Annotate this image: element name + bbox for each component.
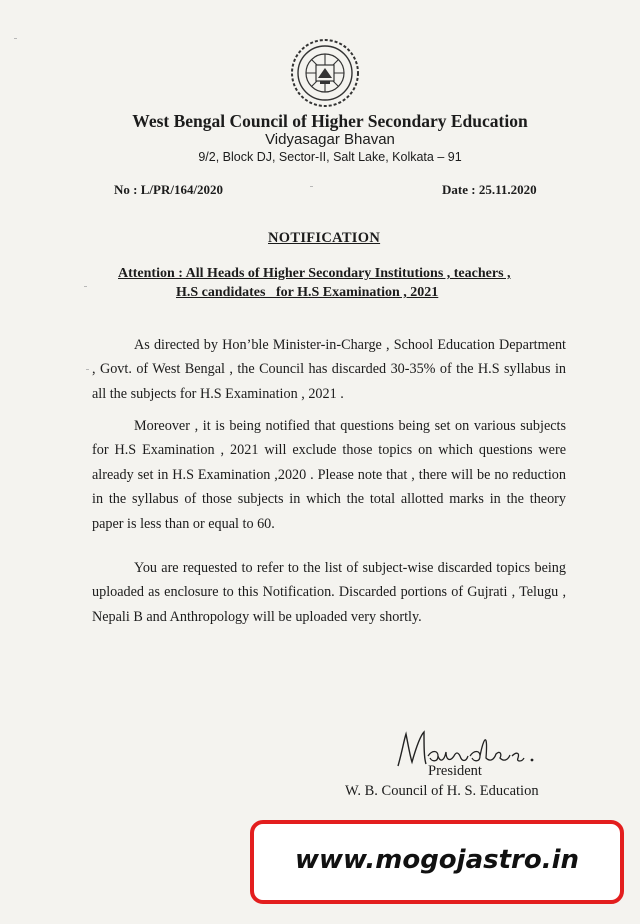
paragraph-2-text: Moreover , it is being notified that questions being set on various subjects for H.S Examination , 2021 will exclude those topics on which questions were already set in H.S Examination ,2020 . Please note that , there will be no reduction in the syllabus of those subjects in which the total allotted marks in the theory paper is less than or equal to 60. (92, 418, 566, 532)
president-designation: President (428, 763, 482, 779)
notification-title: NOTIFICATION (268, 230, 381, 246)
paragraph-2 (92, 414, 566, 536)
council-seal-logo (290, 38, 360, 108)
paragraph-1-text: As directed by Hon’ble Minister-in-Charge , School Education Department , Govt. of West Bengal , the Council has discarded 30-35% of the H.S syllabus in all the subjects for H.S Examination , 2021 . (92, 337, 566, 402)
scan-speck (310, 186, 313, 187)
scan-speck (84, 286, 87, 287)
paragraph-3-text: You are requested to refer to the list of subject-wise discarded topics being uploaded as enclosure to this Notification. Discarded portions of Gujrati , Telugu , Nepali B and Anthropology will be uploaded very shortly. (92, 560, 566, 625)
scan-speck (14, 38, 17, 39)
watermark-text[interactable]: www.mogojastro.in (294, 845, 580, 875)
attention-line-2: H.S candidates for H.S Examination , 2021 (176, 285, 439, 300)
website-watermark (250, 820, 624, 904)
council-organization: W. B. Council of H. S. Education (345, 783, 539, 799)
council-address: 9/2, Block DJ, Sector-II, Salt Lake, Kolkata – 91 (198, 150, 462, 164)
paragraph-1 (92, 333, 566, 406)
attention-line-1: Attention : All Heads of Higher Secondary Institutions , teachers , (118, 266, 511, 281)
notification-date: Date : 25.11.2020 (442, 182, 537, 197)
council-name: West Bengal Council of Higher Secondary Education (132, 111, 528, 131)
scan-speck (86, 369, 89, 370)
bhavan-name: Vidyasagar Bhavan (265, 131, 395, 148)
paragraph-3 (92, 556, 566, 629)
reference-number: No : L/PR/164/2020 (114, 182, 224, 197)
